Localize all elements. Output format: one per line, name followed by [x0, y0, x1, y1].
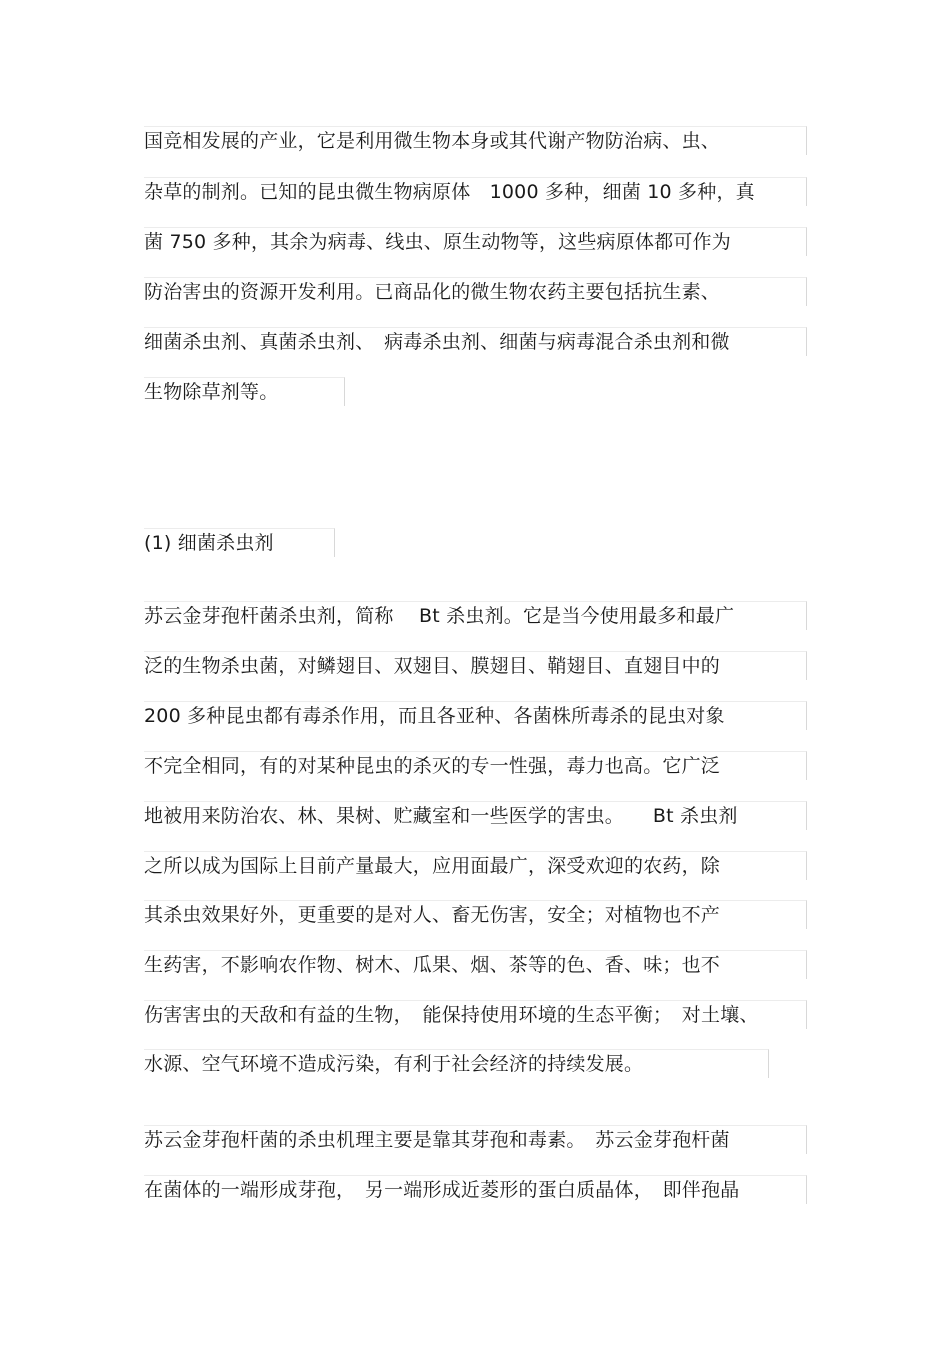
paragraph-2-line-6: 之所以成为国际上目前产量最大，应用面最广，深受欢迎的农药，除	[144, 851, 807, 880]
paragraph-3-line-1: 苏云金芽孢杆菌的杀虫机理主要是靠其芽孢和毒素。 苏云金芽孢杆菌	[144, 1125, 807, 1154]
paragraph-2-line-4: 不完全相同，有的对某种昆虫的杀灭的专一性强，毒力也高。它广泛	[144, 751, 807, 780]
paragraph-1-line-4: 防治害虫的资源开发利用。已商品化的微生物农药主要包括抗生素、	[144, 277, 807, 306]
paragraph-2-line-9: 伤害害虫的天敌和有益的生物， 能保持使用环境的生态平衡； 对土壤、	[144, 1000, 807, 1029]
paragraph-1-line-2: 杂草的制剂。已知的昆虫微生物病原体 1000 多种，细菌 10 多种，真	[144, 177, 807, 206]
paragraph-1-line-5: 细菌杀虫剂、真菌杀虫剂、 病毒杀虫剂、细菌与病毒混合杀虫剂和微	[144, 327, 807, 356]
paragraph-3-line-2: 在菌体的一端形成芽孢， 另一端形成近菱形的蛋白质晶体， 即伴孢晶	[144, 1175, 807, 1204]
paragraph-1-line-1: 国竞相发展的产业，它是利用微生物本身或其代谢产物防治病、虫、	[144, 126, 807, 155]
paragraph-1-line-6: 生物除草剂等。	[144, 377, 345, 406]
paragraph-2-line-3: 200 多种昆虫都有毒杀作用，而且各亚种、各菌株所毒杀的昆虫对象	[144, 701, 807, 730]
paragraph-2-line-2: 泛的生物杀虫菌，对鳞翅目、双翅目、膜翅目、鞘翅目、直翅目中的	[144, 651, 807, 680]
paragraph-2-line-10: 水源、空气环境不造成污染，有利于社会经济的持续发展。	[144, 1049, 769, 1078]
paragraph-2-line-5: 地被用来防治农、林、果树、贮藏室和一些医学的害虫。 Bt 杀虫剂	[144, 801, 807, 830]
paragraph-2-line-7: 其杀虫效果好外，更重要的是对人、畜无伤害，安全；对植物也不产	[144, 900, 807, 929]
paragraph-2-line-1: 苏云金芽孢杆菌杀虫剂，简称 Bt 杀虫剂。它是当今使用最多和最广	[144, 601, 807, 630]
paragraph-2-line-8: 生药害，不影响农作物、树木、瓜果、烟、茶等的色、香、味；也不	[144, 950, 807, 979]
paragraph-1-line-3: 菌 750 多种，其余为病毒、线虫、原生动物等，这些病原体都可作为	[144, 227, 807, 256]
section-heading: (1) 细菌杀虫剂	[144, 528, 335, 557]
